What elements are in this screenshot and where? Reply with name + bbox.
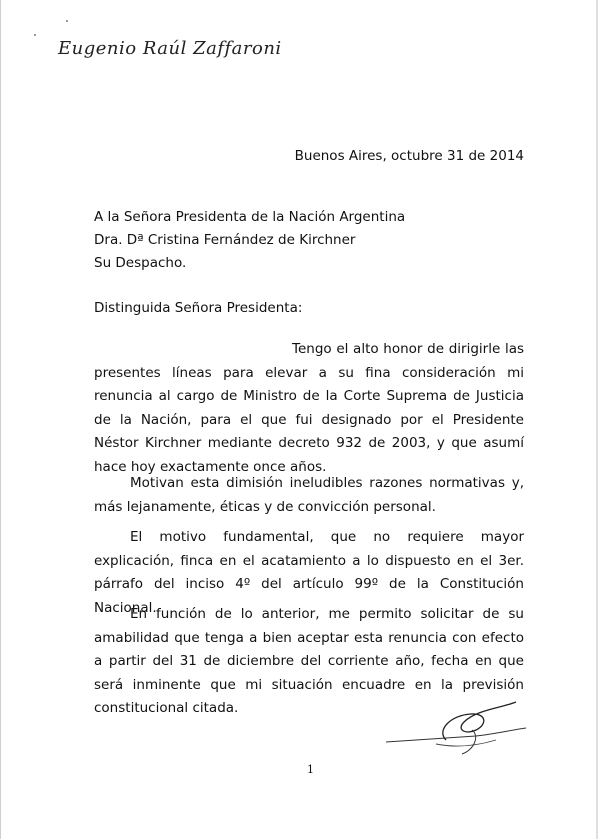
body-paragraph: En función de lo anterior, me permito solicitar de su amabilidad que tenga a bien aceptar esta renuncia con efecto a partir del 31 de diciembre del corriente año, fecha en que será inminente que mi situación encuadre en la previsión constitucional citada. [94,606,524,716]
scan-speck [34,34,36,36]
page-left-edge [0,0,1,839]
addressee-block [94,206,405,275]
date-line: Buenos Aires, octubre 31 de 2014 [294,148,524,164]
addressee-line: A la Señora Presidenta de la Nación Argentina [94,209,406,225]
addressee-line: Dra. Dª Cristina Fernández de Kirchner [94,232,356,248]
addressee-line: Su Despacho. [94,255,187,271]
salutation: Distinguida Señora Presidenta: [94,300,303,316]
page-number: 1 [307,763,314,776]
body-paragraph: El motivo fundamental, que no requiere mayor explicación, finca en el acatamiento a lo dispuesto en el 3er. párrafo del inciso 4º del artículo 99º de la Constitución Nacional. [94,529,524,616]
scan-speck [66,20,68,22]
body-paragraph: Motivan esta dimisión ineludibles razones normativas y, más lejanamente, éticas y de convicción personal. [94,475,524,515]
letterhead-name: Eugenio Raúl Zaffaroni [58,38,282,59]
body-paragraph: Tengo el alto honor de dirigirle las presentes líneas para elevar a su fina consideración mi renuncia al cargo de Ministro de la Corte Suprema de Justicia de la Nación, para el que fui designado por el Presidente Néstor Kirchner mediante decreto 932 de 2003, y que asumí hace hoy exactamente once años. [94,341,524,475]
handwritten-signature [376,700,536,760]
